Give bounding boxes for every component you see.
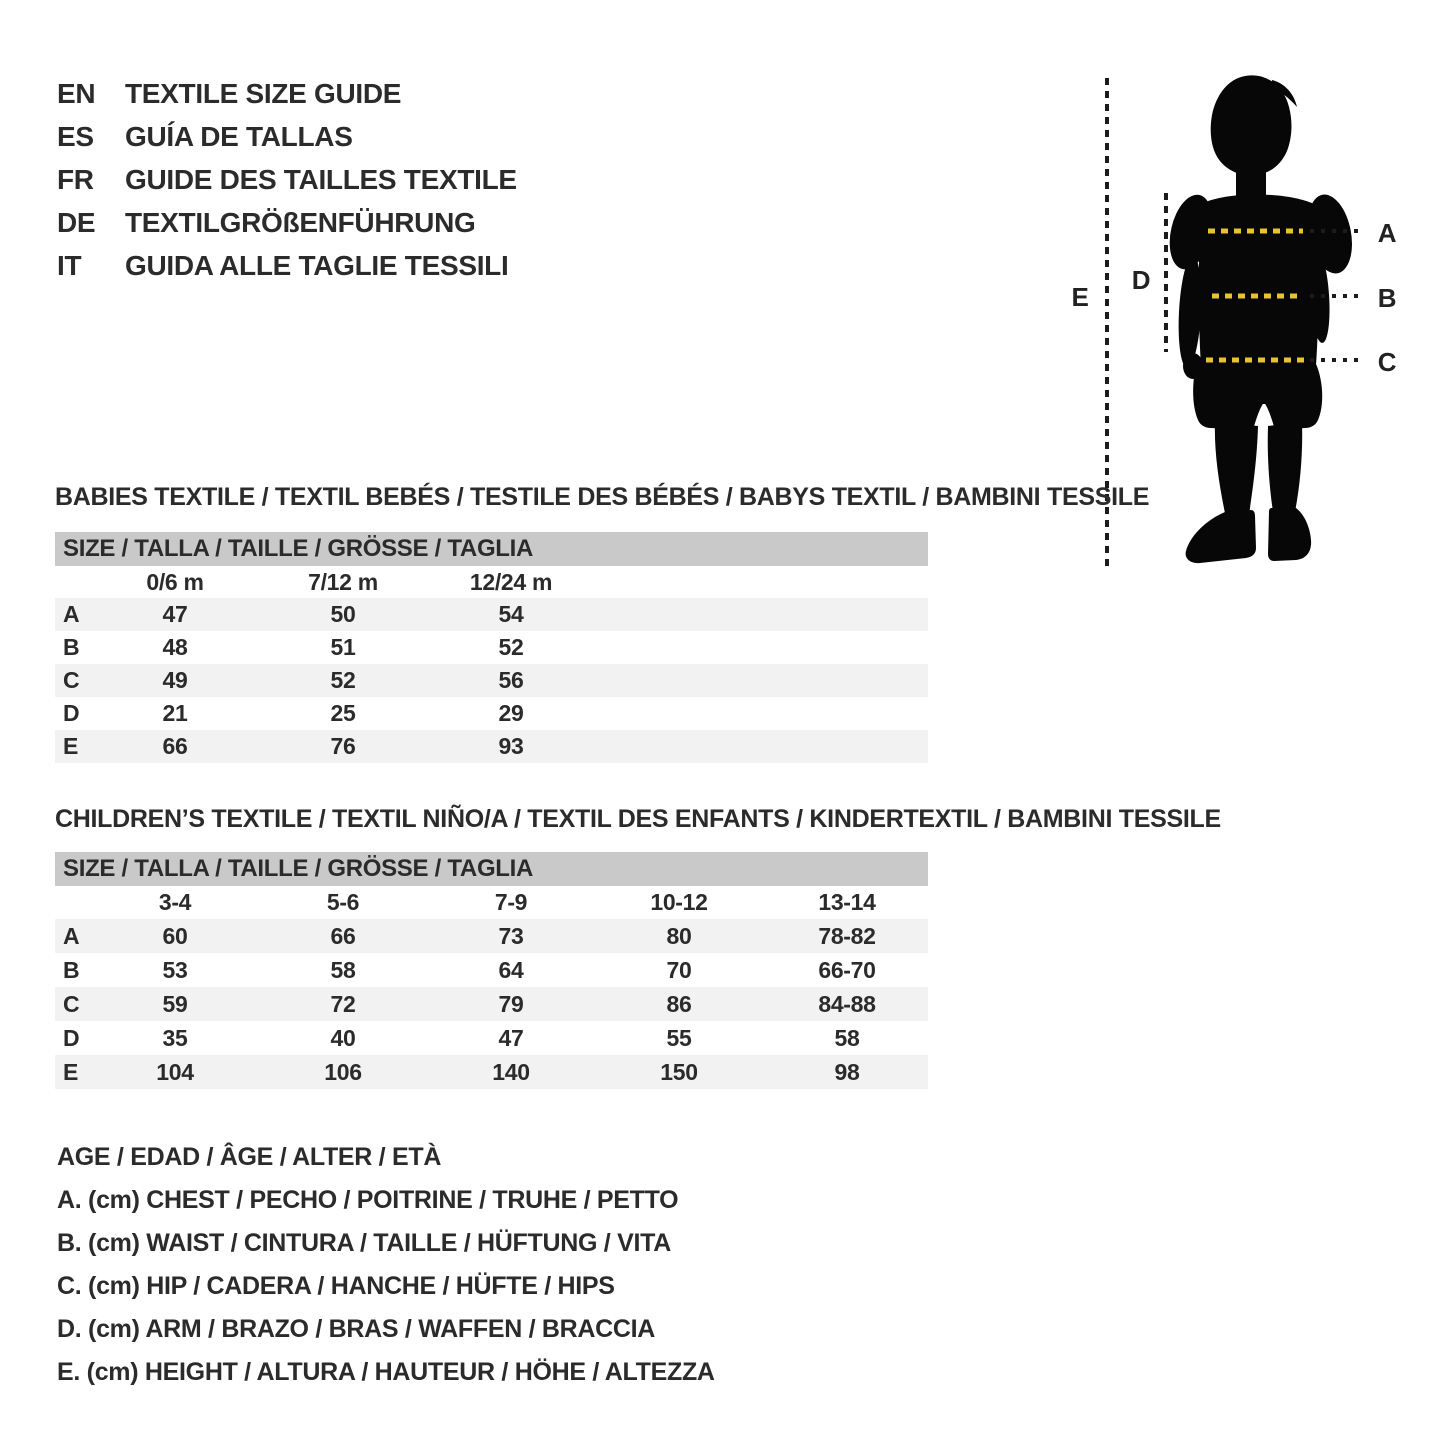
legend-chest: A. (cm) CHEST / PECHO / POITRINE / TRUHE / PETTO: [57, 1186, 679, 1214]
lang-code: EN: [57, 78, 96, 109]
cell: 48: [162, 634, 188, 660]
cell: 60: [162, 922, 188, 949]
label-c: C: [1377, 347, 1397, 377]
lang-title: TEXTILE SIZE GUIDE: [125, 78, 402, 109]
cell: 104: [156, 1058, 194, 1085]
lang-row-de: [57, 201, 517, 244]
cell: 73: [498, 922, 524, 949]
column-header: 10-12: [650, 889, 708, 915]
column-header: 3-4: [158, 889, 192, 915]
babies-size-header-bar: SIZE / TALLA / TAILLE / GRÖSSE / TAGLIA: [55, 532, 928, 566]
cell: 35: [162, 1024, 188, 1051]
column-header: 7/12 m: [308, 568, 378, 595]
legend-hip: C. (cm) HIP / CADERA / HANCHE / HÜFTE / HIPS: [57, 1272, 615, 1300]
legend-height: E. (cm) HEIGHT / ALTURA / HAUTEUR / HÖHE / ALTEZZA: [57, 1358, 715, 1386]
row-label: A: [63, 601, 80, 627]
row-label: A: [63, 922, 80, 949]
table-row: [55, 1021, 928, 1055]
cell: 52: [330, 667, 356, 693]
child-silhouette: [1163, 75, 1358, 563]
cell: 150: [660, 1058, 698, 1085]
cell: 72: [330, 990, 356, 1017]
cell: 66: [162, 733, 188, 759]
children-column-headers: [55, 886, 928, 919]
cell: 106: [324, 1058, 362, 1085]
lang-row-it: [57, 244, 517, 287]
table-row: [55, 598, 928, 631]
lang-title: GUIDE DES TAILLES TEXTILE: [125, 164, 517, 195]
row-label: B: [63, 956, 80, 983]
cell: 79: [498, 990, 524, 1017]
lang-row-es: [57, 115, 517, 158]
lang-code: IT: [57, 250, 82, 281]
row-label: B: [63, 634, 80, 660]
cell: 70: [666, 956, 692, 983]
lang-code: DE: [57, 207, 96, 238]
table-row: [55, 987, 928, 1021]
cell: 58: [834, 1024, 860, 1051]
cell: 56: [498, 667, 524, 693]
cell: 47: [162, 601, 188, 627]
children-section-title: CHILDREN’S TEXTILE / TEXTIL NIÑO/A / TEXTIL DES ENFANTS / KINDERTEXTIL / BAMBINI TESSILE: [55, 805, 1221, 833]
row-label: E: [63, 733, 79, 759]
cell: 59: [162, 990, 188, 1017]
cell: 66: [330, 922, 356, 949]
lang-title: GUIDA ALLE TAGLIE TESSILI: [125, 250, 509, 281]
cell: 47: [498, 1024, 524, 1051]
cell: 98: [834, 1058, 860, 1085]
lang-code: FR: [57, 164, 94, 195]
column-header: 13-14: [818, 889, 876, 915]
cell: 140: [492, 1058, 530, 1085]
lang-title: TEXTILGRÖßENFÜHRUNG: [125, 207, 476, 238]
column-header: 0/6 m: [146, 568, 204, 595]
table-row: [55, 730, 928, 763]
cell: 58: [330, 956, 356, 983]
cell: 29: [498, 700, 524, 726]
lang-code: ES: [57, 121, 94, 152]
babies-size-table: [55, 532, 928, 763]
label-a: A: [1377, 218, 1397, 248]
cell: 80: [666, 922, 692, 949]
column-header: 12/24 m: [469, 568, 553, 595]
row-label: D: [63, 700, 80, 726]
label-e: E: [1071, 282, 1089, 312]
label-d: D: [1131, 265, 1151, 295]
table-row: [55, 1055, 928, 1089]
cell: 53: [162, 956, 188, 983]
row-label: C: [63, 990, 80, 1017]
table-row: [55, 953, 928, 987]
babies-section-title: BABIES TEXTILE / TEXTIL BEBÉS / TESTILE DES BÉBÉS / BABYS TEXTIL / BAMBINI TESSILE: [55, 483, 1150, 511]
row-label: D: [63, 1024, 80, 1051]
table-row: [55, 664, 928, 697]
table-row: [55, 919, 928, 953]
cell: 93: [498, 733, 524, 759]
cell: 52: [498, 634, 524, 660]
cell: 51: [330, 634, 356, 660]
language-title-block: [57, 72, 517, 287]
cell: 25: [330, 700, 356, 726]
cell: 84-88: [818, 990, 876, 1017]
lang-row-en: [57, 72, 517, 115]
cell: 76: [330, 733, 356, 759]
column-header: 5-6: [326, 889, 360, 915]
children-size-header-bar: SIZE / TALLA / TAILLE / GRÖSSE / TAGLIA: [55, 852, 928, 886]
measurement-legend: [57, 1136, 715, 1394]
column-header: 7-9: [494, 889, 528, 915]
babies-column-headers: [55, 566, 928, 598]
table-row: [55, 631, 928, 664]
label-b: B: [1377, 283, 1397, 313]
cell: 40: [330, 1024, 356, 1051]
cell: 64: [498, 956, 524, 983]
cell: 78-82: [818, 922, 876, 949]
cell: 86: [666, 990, 692, 1017]
lang-row-fr: [57, 158, 517, 201]
table-row: [55, 697, 928, 730]
cell: 55: [666, 1024, 692, 1051]
cell: 50: [330, 601, 356, 627]
legend-waist: B. (cm) WAIST / CINTURA / TAILLE / HÜFTUNG / VITA: [57, 1229, 671, 1257]
cell: 54: [498, 601, 524, 627]
row-label: C: [63, 667, 80, 693]
row-label: E: [63, 1058, 79, 1085]
children-size-table: [55, 852, 928, 1089]
cell: 21: [162, 700, 188, 726]
lang-title: GUÍA DE TALLAS: [125, 121, 353, 152]
legend-age: AGE / EDAD / ÂGE / ALTER / ETÀ: [57, 1143, 442, 1171]
legend-arm: D. (cm) ARM / BRAZO / BRAS / WAFFEN / BRACCIA: [57, 1315, 656, 1343]
cell: 49: [162, 667, 188, 693]
cell: 66-70: [818, 956, 876, 983]
